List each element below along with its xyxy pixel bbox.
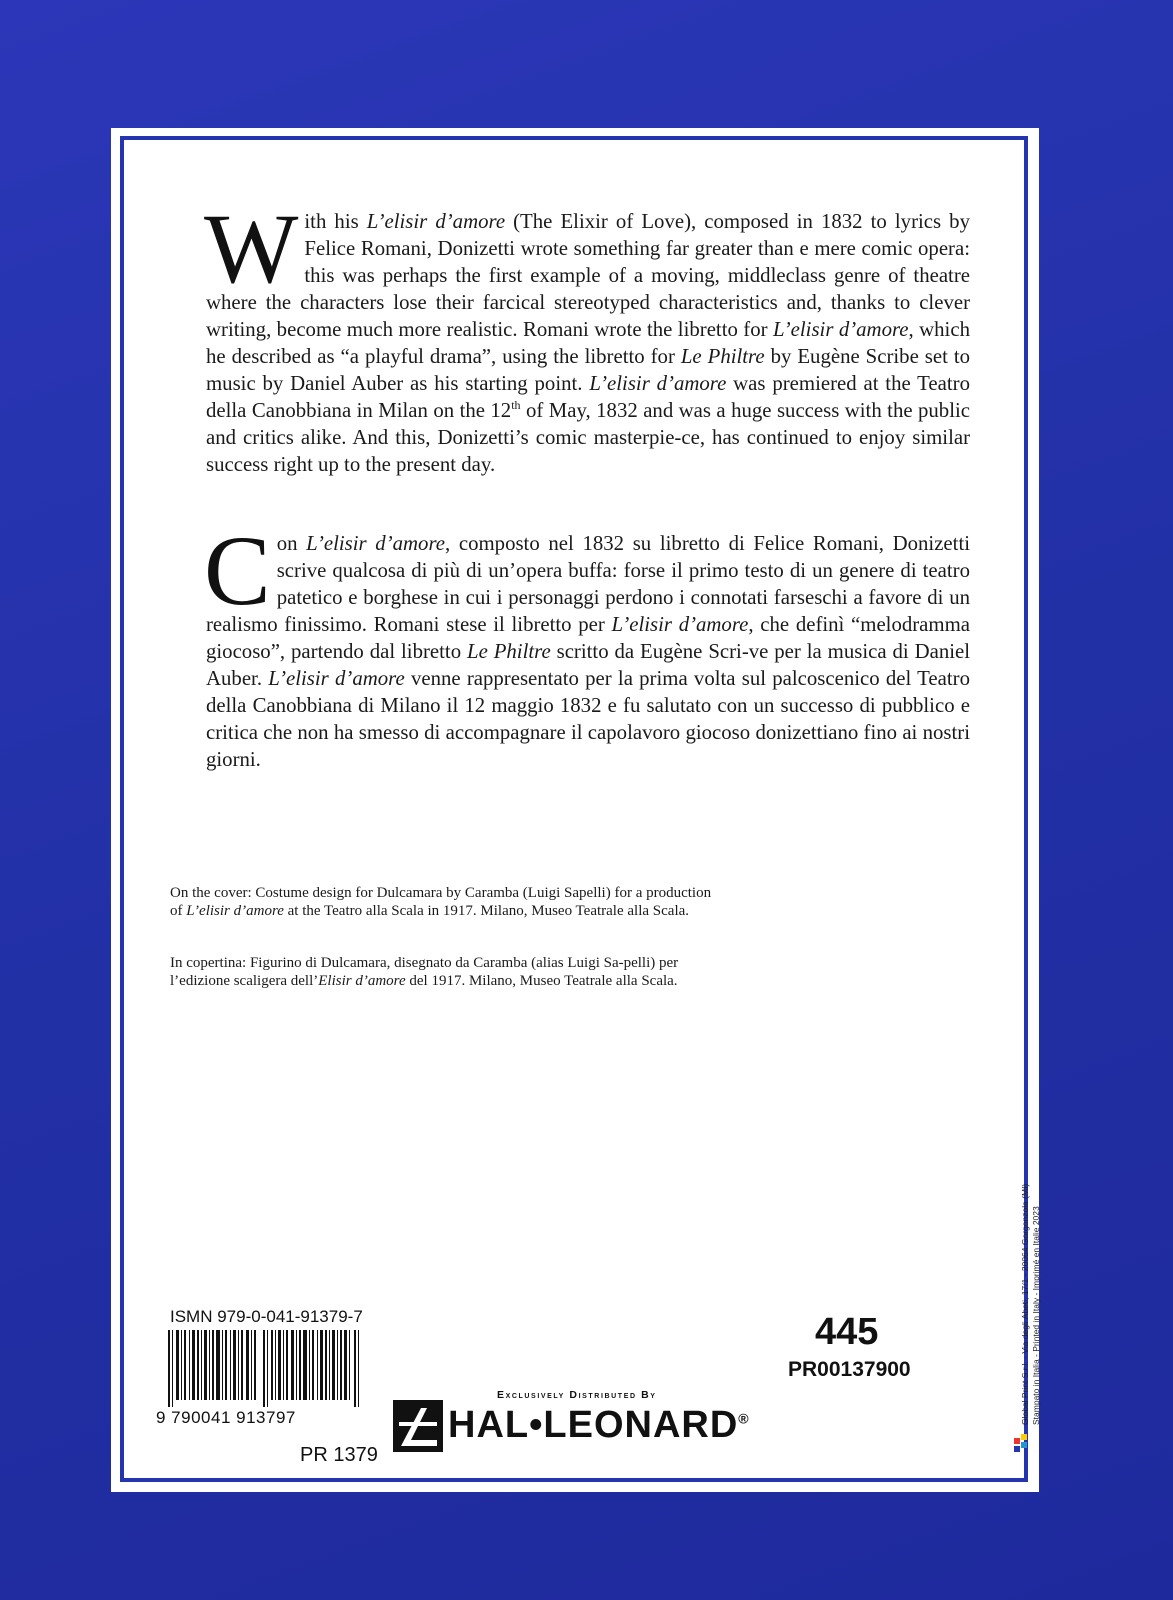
hal-leonard-logo-icon [393, 1400, 443, 1452]
cover-caption-italian: In copertina: Figurino di Dulcamara, disegnato da Caramba (alias Luigi Sa-pelli) per l’edizione scaligera dell’Elisir d’amore del 1917. Milano, Museo Teatrale alla Scala. [170, 955, 679, 989]
distributor-brand: HAL•LEONARD® [448, 1404, 750, 1446]
catalog-code: PR00137900 [788, 1358, 911, 1381]
english-paragraph: With his L’elisir d’amore (The Elixir of Love), composed in 1832 to lyrics by Felice Romani, Donizetti wrote something far greater than e mere comic opera: this was perhaps the first example of a moving, middleclass genre of theatre where the characters lose their farcical stereotyped characteristics and, thanks to clever writing, become much more realistic. Romani wrote the libretto for L’elisir d’amore, which he described as “a playful drama”, using the libretto for Le Philtre by Eugène Scribe set to music by Daniel Auber as his starting point. L’elisir d’amore was premiered at the Teatro della Canobbiana in Milan on the 12th of May, 1832 and was a huge success with the public and critics alike. And this, Donizetti’s comic masterpie-ce, has continued to enjoy similar success right up to the present day. [204, 193, 971, 476]
distributor-label: Exclusively Distributed By [497, 1389, 657, 1401]
barcode-icon [168, 1330, 368, 1407]
ismn-label: ISMN 979-0-041-91379-7 [170, 1307, 363, 1326]
catalog-number: 445 [815, 1311, 879, 1353]
cover-caption-english: On the cover: Costume design for Dulcamara by Caramba (Luigi Sapelli) for a production of L’elisir d’amore at the Teatro alla Scala in 1917. Milano, Museo Teatrale alla Scala. [170, 885, 712, 919]
pr-code: PR 1379 [300, 1444, 378, 1466]
printer-logo-icon [1012, 1430, 1042, 1454]
italian-paragraph: Con L’elisir d’amore, composto nel 1832 su libretto di Felice Romani, Donizetti scrive qualcosa di più di un’opera buffa: forse il primo testo di un genere di teatro patetico e borghese in cui i personaggi perdono i connotati farseschi a favore di un realismo finissimo. Romani stese il libretto per L’elisir d’amore, che definì “melodramma giocoso”, partendo dal libretto Le Philtre scritto da Eugène Scri-ve per la musica di Daniel Auber. L’elisir d’amore venne rappresentato per la prima volta sul palcoscenico del Teatro della Canobbiana di Milano il 12 maggio 1832 e fu salutato con un successo di pubblico e critica che non ha smesso di accompagnare il capolavoro giocoso donizettiano fino ai nostri giorni. [204, 515, 971, 771]
dropcap-w: W [204, 193, 299, 304]
printer-info: Global Print S.r.l. - Via degli Abeti, 17/1 - 20064 Gorgonzola (MI) Stampato in Italia - Printed in Italy - Imprimé en Italie 2023 [1020, 1183, 1041, 1425]
dropcap-c: C [204, 515, 271, 626]
barcode-digits: 9 790041 913797 [156, 1408, 296, 1427]
